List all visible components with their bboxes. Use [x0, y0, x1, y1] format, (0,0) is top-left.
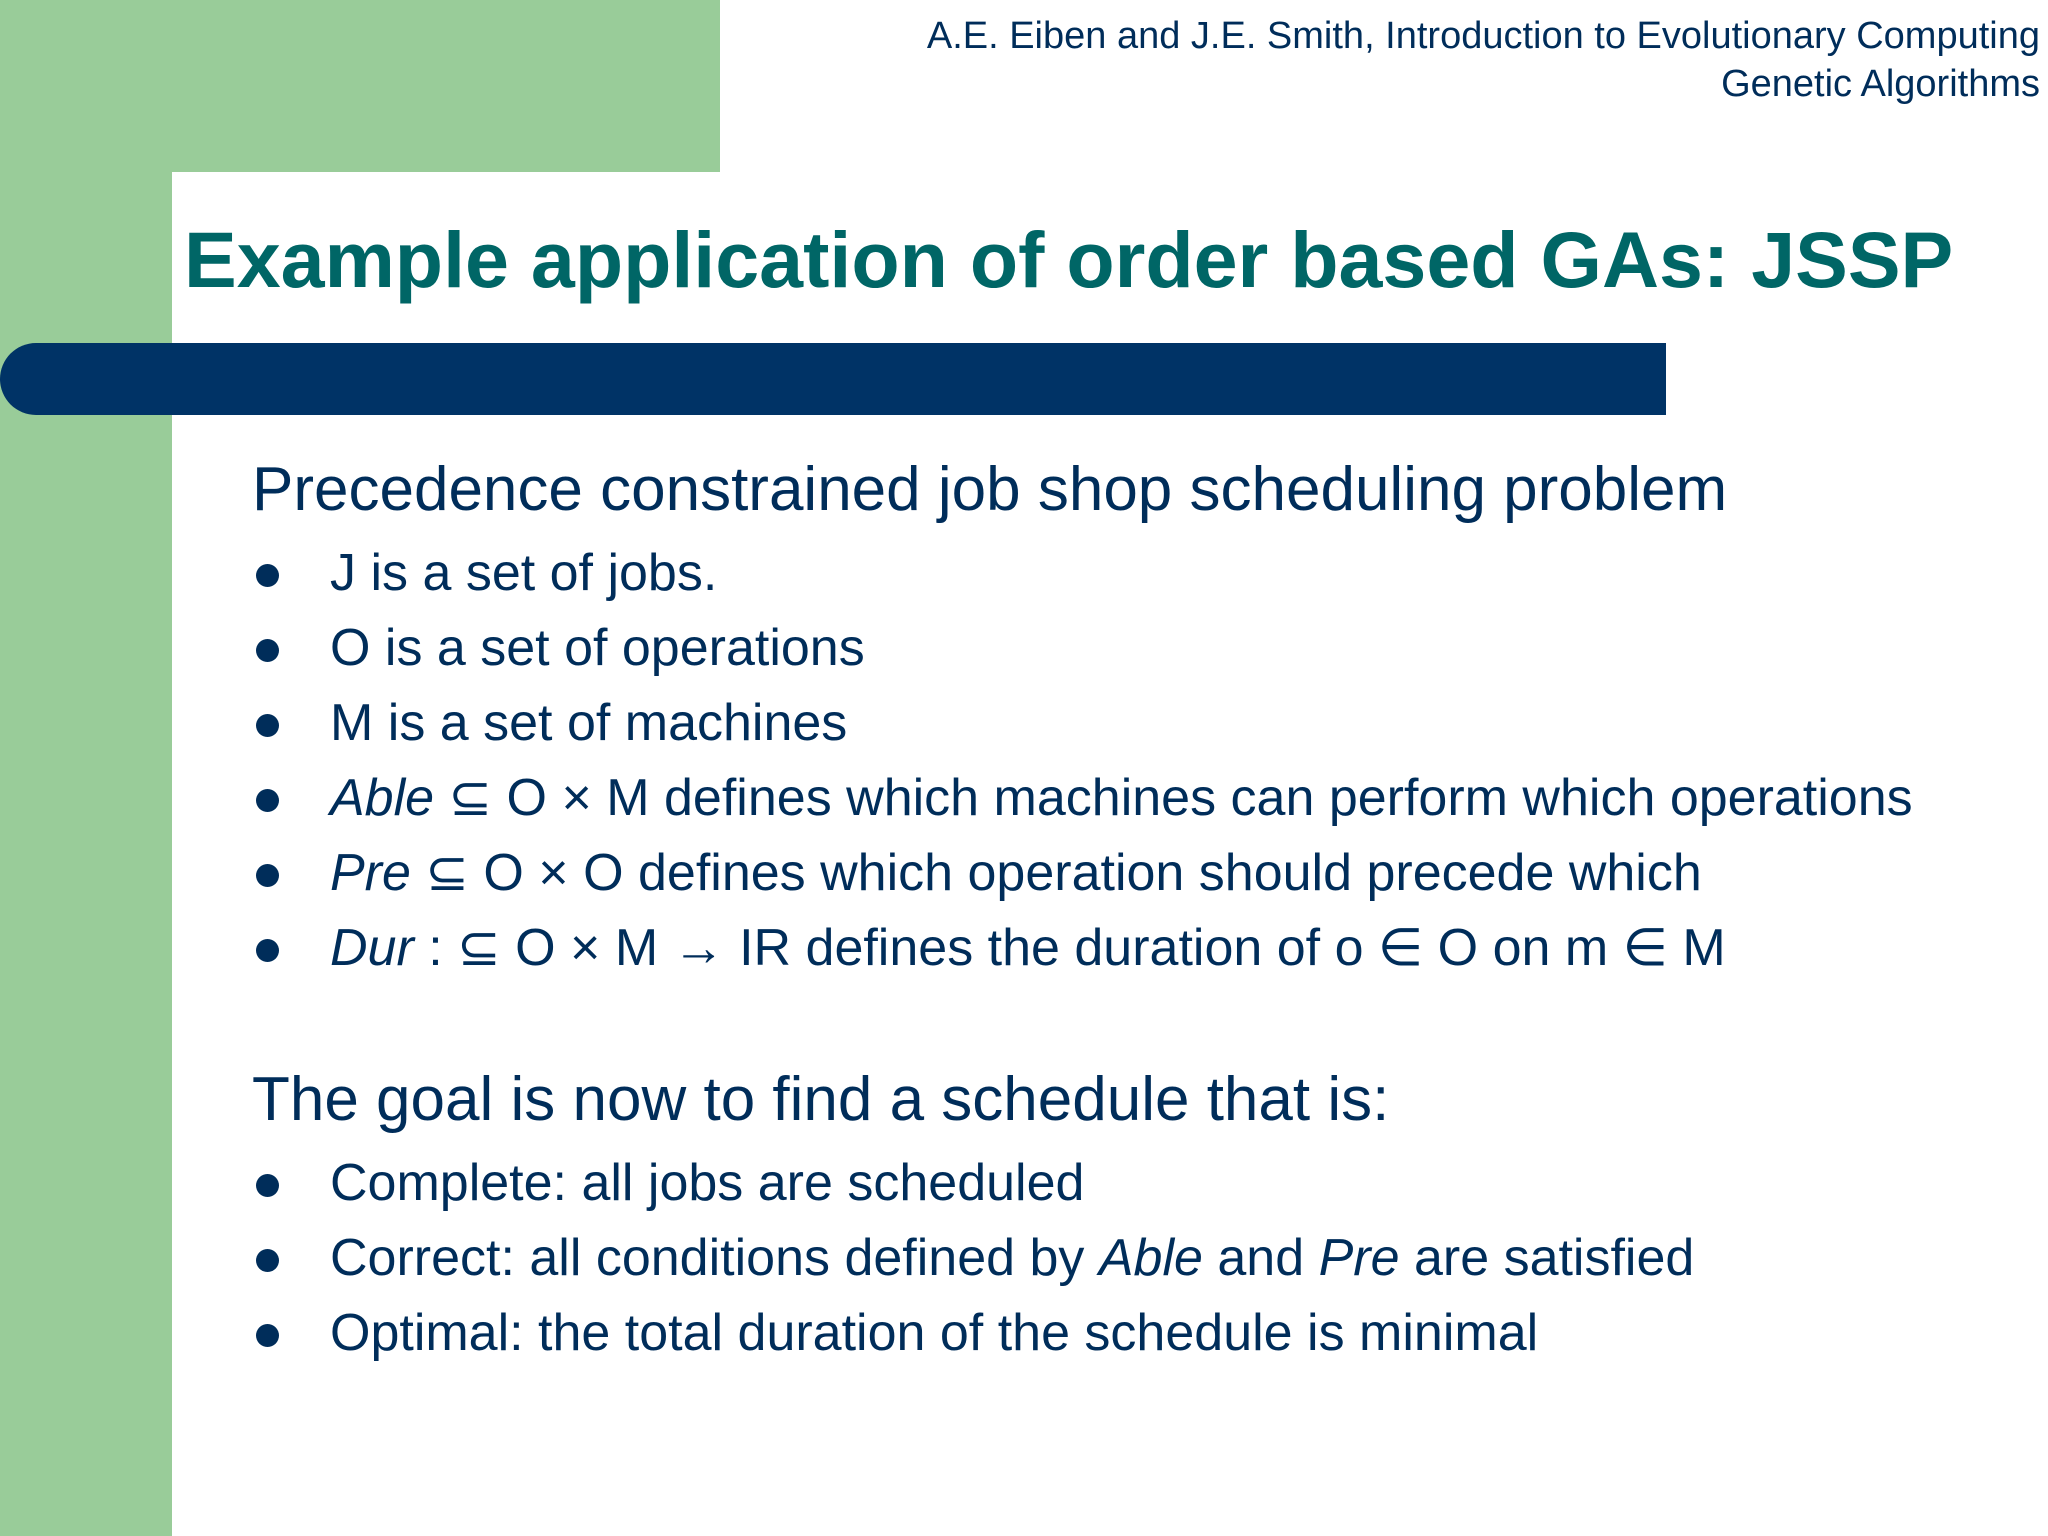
problem-definition-list — [252, 542, 1972, 980]
bullet-icon — [256, 564, 279, 587]
slide-content — [252, 450, 1972, 1365]
bullet-text: O is a set of operations — [330, 619, 865, 677]
bullet-text: ⊆ O × O defines which operation should precede which — [410, 844, 1702, 902]
bullet-icon — [256, 1174, 279, 1197]
list-item — [252, 1152, 1972, 1215]
list-item — [252, 692, 1972, 755]
relation-name-able: Able — [1098, 1229, 1203, 1287]
bullet-text: M is a set of machines — [330, 694, 848, 752]
bullet-text: Correct: all conditions defined by — [330, 1229, 1099, 1287]
goal-heading: The goal is now to find a schedule that is: — [252, 1065, 1390, 1134]
slide-title: Example application of order based GAs: JSSP — [184, 215, 1954, 304]
bullet-text: Optimal: the total duration of the schedule is minimal — [330, 1304, 1539, 1362]
bullet-icon — [256, 1249, 279, 1272]
list-item — [252, 917, 1972, 980]
green-decor-left — [0, 0, 172, 1536]
title-underline-bar — [0, 343, 1666, 415]
bullet-icon — [256, 939, 279, 962]
list-item — [252, 767, 1972, 830]
header-citation: A.E. Eiben and J.E. Smith, Introduction to Evolutionary Computing — [926, 15, 2040, 57]
goal-criteria-list — [252, 1152, 1972, 1365]
relation-name-able: Able — [330, 769, 435, 827]
list-item — [252, 1227, 1972, 1290]
bullet-icon — [256, 639, 279, 662]
bullet-text: Complete: all jobs are scheduled — [330, 1154, 1085, 1212]
list-item — [252, 617, 1972, 680]
function-name-dur: Dur — [330, 919, 414, 977]
problem-heading: Precedence constrained job shop scheduling problem — [252, 455, 1728, 524]
bullet-text: ⊆ O × M defines which machines can perform which operations — [434, 769, 1913, 827]
list-item — [252, 542, 1972, 605]
header-topic: Genetic Algorithms — [1721, 63, 2040, 105]
bullet-text: : ⊆ O × M → IR defines the duration of o ∈ O on m ∈ M — [413, 919, 1726, 977]
relation-name-pre: Pre — [330, 844, 411, 902]
list-item — [252, 1302, 1972, 1365]
bullet-text: and — [1202, 1229, 1319, 1287]
relation-name-pre: Pre — [1318, 1229, 1400, 1287]
bullet-icon — [256, 1324, 279, 1347]
slide-header — [927, 12, 2040, 108]
section-spacer — [252, 980, 1972, 1060]
list-item — [252, 842, 1972, 905]
bullet-text: J is a set of jobs. — [330, 544, 718, 602]
bullet-icon — [256, 864, 279, 887]
bullet-icon — [256, 714, 279, 737]
bullet-text: are satisfied — [1399, 1229, 1695, 1287]
bullet-icon — [256, 789, 279, 812]
